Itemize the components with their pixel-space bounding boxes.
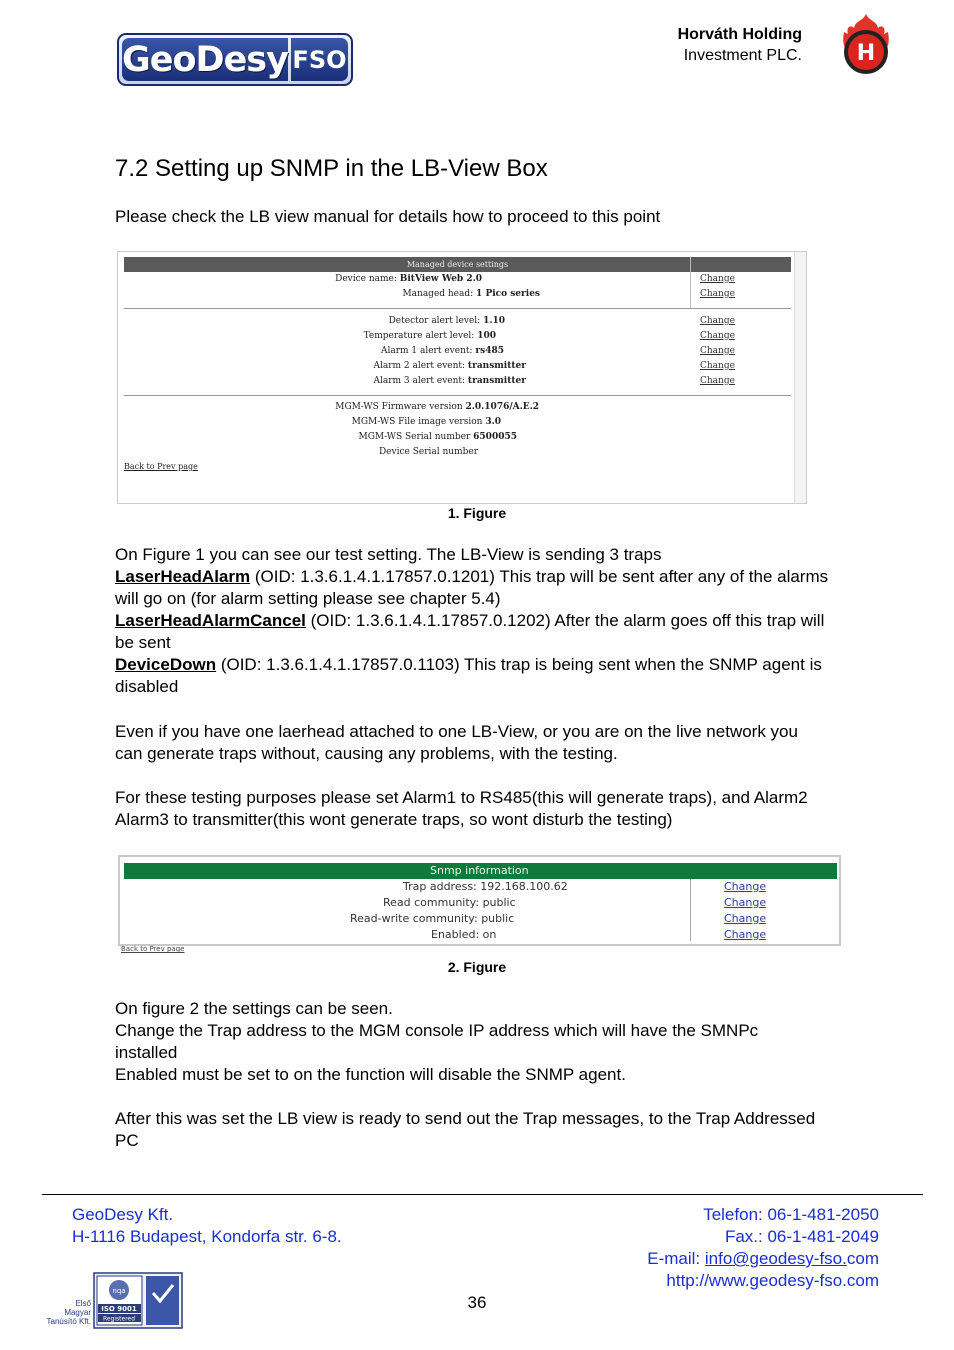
figure-2-line3: Enabled must be set to on the function will disable the SNMP agent. [115, 1065, 626, 1084]
cert-iso-text: ISO 9001 [101, 1305, 137, 1313]
read-community-label: Read community: public [383, 896, 516, 909]
figure-2-line2: Change the Trap address to the MGM console IP address which will have the SMNPc installed [115, 1021, 759, 1062]
read-community-change-link[interactable]: Change [724, 896, 767, 909]
read-write-community-change-link[interactable]: Change [724, 912, 767, 925]
temperature-alert-label: Temperature alert level: 100 [363, 331, 496, 341]
alarm2-change-link[interactable]: Change [700, 361, 735, 371]
alarm2-label: Alarm 2 alert event: transmitter [373, 361, 526, 371]
trap-laserheadalarm-name: LaserHeadAlarm [115, 567, 251, 586]
snmp-information-bar [124, 863, 837, 879]
figure-2-back-link[interactable]: Back to Prev page [121, 945, 185, 953]
alarm1-change-link[interactable]: Change [700, 346, 735, 356]
file-image-label: MGM-WS File image version 3.0 [351, 417, 501, 427]
final-paragraph: After this was set the LB view is ready to send out the Trap messages, to the Trap Addressed PC [115, 1109, 816, 1150]
company-name: Horváth Holding [677, 26, 802, 43]
temperature-alert-change-link[interactable]: Change [700, 331, 735, 341]
alarm3-row [124, 376, 791, 390]
serial-row [124, 432, 791, 446]
device-serial-label: Device Serial number [378, 447, 478, 457]
detector-alert-change-link[interactable]: Change [700, 316, 735, 326]
firmware-label: MGM-WS Firmware version 2.0.1076/A.E.2 [335, 402, 539, 412]
logo-main-text: GeoDesy [122, 39, 288, 80]
managed-head-change-link[interactable]: Change [700, 289, 735, 299]
temperature-alert-row [124, 331, 791, 345]
company-sub: Investment PLC. [683, 47, 802, 64]
testing-purposes-paragraph: For these testing purposes please set Alarm1 to RS485(this will generate traps), and Alarm2 Alarm3 to transmitter(this wont generate traps, so wont disturb the testing) [115, 788, 808, 829]
footer-phone: Telefon: 06-1-481-2050 [703, 1205, 879, 1224]
footer-divider [42, 1194, 923, 1195]
device-name-label: Device name: BitView Web 2.0 [335, 274, 482, 284]
detector-alert-row [124, 316, 791, 330]
detector-alert-label: Detector alert level: 1.10 [388, 316, 505, 326]
figure-1-caption: 1. Figure [447, 505, 507, 521]
alarm2-row [124, 361, 791, 375]
figure-1-scrollbar[interactable] [794, 252, 806, 503]
footer-email-link[interactable]: info@geodesy-fso. [704, 1249, 847, 1268]
trap-laserheadalarmcancel: LaserHeadAlarmCancel (OID: 1.3.6.1.4.1.17857.0.1202) After the alarm goes off this trap will be sent [115, 611, 825, 652]
figure-2-screenshot [118, 855, 841, 946]
figure-1-back-link[interactable]: Back to Prev page [124, 462, 198, 471]
managed-device-settings-title: Managed device settings [124, 257, 791, 272]
read-write-community-label: Read-write community: public [350, 912, 515, 925]
emblem-letter: H [856, 41, 876, 66]
read-write-community-row [124, 912, 837, 928]
managed-head-label: Managed head: 1 Pico series [402, 289, 540, 299]
traps-paragraph [115, 544, 845, 698]
figure-1-screenshot [117, 251, 807, 504]
footer-street: H-1116 Budapest, Kondorfa str. 6-8. [72, 1227, 342, 1246]
horvath-holding-emblem-icon [838, 12, 894, 78]
section-heading: 7.2 Setting up SNMP in the LB-View Box [115, 155, 548, 182]
trap-address-label: Trap address: 192.168.100.62 [403, 880, 568, 893]
footer-contact [647, 1204, 879, 1292]
enabled-row [124, 928, 837, 944]
snmp-information-title: Snmp information [430, 864, 529, 877]
trap-laserheadalarmcancel-name: LaserHeadAlarmCancel [115, 611, 306, 630]
geodesy-fso-logo [117, 33, 353, 86]
footer-email: E-mail: info@geodesy-fso.com [647, 1249, 879, 1268]
device-name-row [124, 274, 791, 288]
read-community-row [124, 896, 837, 912]
cert-issuer: Első Magyar Tanúsító Kft. [46, 1299, 91, 1326]
enabled-change-link[interactable]: Change [724, 928, 767, 941]
svg-text:nqa: nqa [112, 1287, 126, 1295]
figure-1-separator [124, 395, 791, 396]
device-name-change-link[interactable]: Change [700, 274, 735, 284]
trap-address-change-link[interactable]: Change [724, 880, 767, 893]
footer-company: GeoDesy Kft. [72, 1205, 174, 1224]
file-image-row [124, 417, 791, 431]
alarm3-change-link[interactable]: Change [700, 376, 735, 386]
figure-2-explanation [115, 998, 805, 1086]
company-block [678, 24, 802, 66]
page-number: 36 [467, 1293, 487, 1312]
figure-2-line1: On figure 2 the settings can be seen. [115, 999, 393, 1018]
managed-head-row [124, 289, 791, 303]
firmware-row [124, 402, 791, 416]
trap-devicedown: DeviceDown (OID: 1.3.6.1.4.1.17857.0.1103) This trap is being sent when the SNMP agent is disabled [115, 655, 822, 696]
figure-2-caption: 2. Figure [447, 959, 507, 975]
enabled-label: Enabled: on [431, 928, 497, 941]
figure-1-separator [124, 308, 791, 309]
serial-label: MGM-WS Serial number 6500055 [358, 432, 517, 442]
live-network-paragraph: Even if you have one laerhead attached to one LB-View, or you are on the live network you can generate traps without, causing any problems, with the testing. [115, 722, 798, 763]
footer-address [72, 1204, 342, 1248]
traps-intro: On Figure 1 you can see our test setting. The LB-View is sending 3 traps [115, 545, 662, 564]
trap-laserheadalarm: LaserHeadAlarm (OID: 1.3.6.1.4.1.17857.0.1201) This trap will be sent after any of the alarms will go on (for alarm setting please see chapter 5.4) [115, 567, 829, 608]
logo-fso-text: FSO [291, 38, 348, 81]
intro-text: Please check the LB view manual for details how to proceed to this point [115, 207, 661, 226]
alarm3-label: Alarm 3 alert event: transmitter [373, 376, 526, 386]
alarm1-label: Alarm 1 alert event: rs485 [380, 346, 504, 356]
trap-address-row [124, 880, 837, 896]
trap-devicedown-name: DeviceDown [115, 655, 217, 674]
footer-fax: Fax.: 06-1-481-2049 [724, 1227, 879, 1246]
device-serial-row [124, 447, 791, 461]
cert-registered-text: Registered [102, 1315, 136, 1323]
footer-website[interactable]: http://www.geodesy-fso.com [666, 1271, 879, 1290]
alarm1-row [124, 346, 791, 360]
